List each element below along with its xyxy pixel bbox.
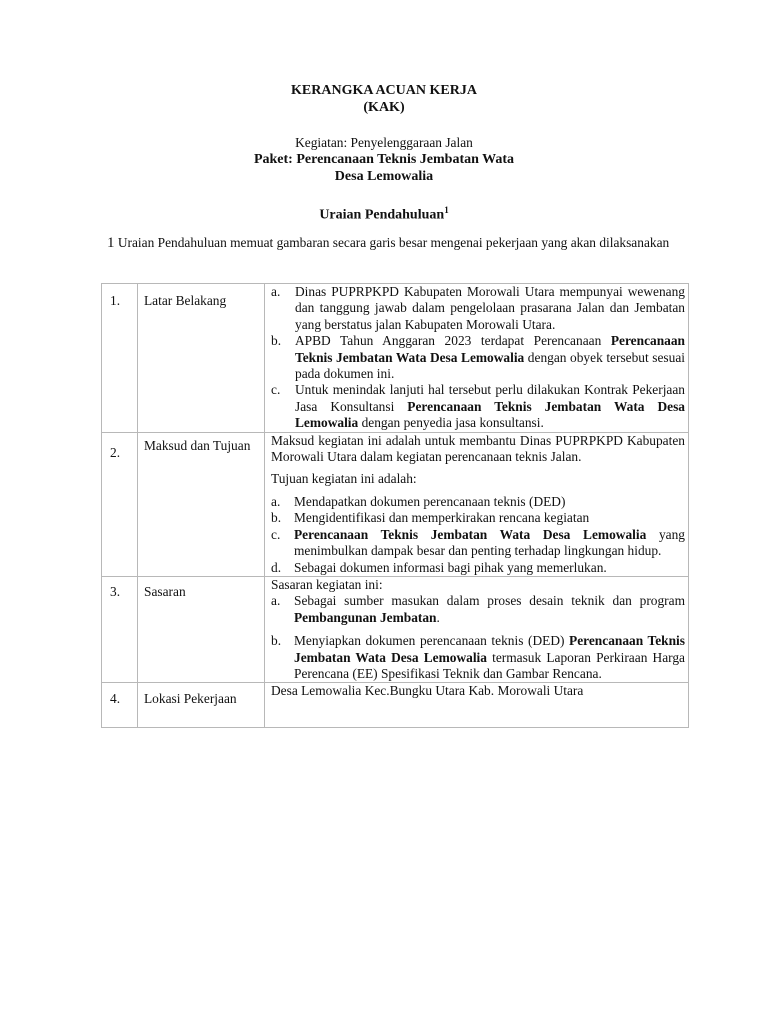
item-marker: c.: [271, 526, 281, 542]
kak-table: [101, 283, 689, 728]
row-number: 2.: [102, 432, 138, 576]
item-marker: b.: [271, 510, 282, 526]
row-intro-2: Tujuan kegiatan ini adalah:: [271, 471, 417, 487]
item-marker: b.: [271, 633, 282, 649]
item-bold-text: Perencanaan Teknis Jembatan Wata Desa Lemowalia: [294, 633, 685, 665]
item-text: Dinas PUPRPKPD Kabupaten Morowali Utara mempunyai wewenang dan tanggung jawab dalam pengelolaan prasarana Jalan dan Jembatan yang berstatus jalan Kabupaten Morowali Utara.: [295, 284, 685, 332]
list-item: [271, 333, 685, 382]
section-heading: [0, 202, 768, 224]
item-text: Mengidentifikasi dan memperkirakan rencana kegiatan: [294, 510, 590, 526]
table-row: [102, 576, 689, 682]
item-list: [271, 593, 685, 682]
footnote-text: Uraian Pendahuluan memuat gambaran secara garis besar mengenai pekerjaan yang akan dilaksanakan: [114, 235, 670, 250]
list-item: [271, 284, 685, 333]
item-text-end: yang menimbulkan dampak besar dan penting terhadap lingkungan hidup.: [294, 526, 685, 559]
footnote-mark: 1: [444, 205, 449, 215]
item-marker: a.: [271, 593, 281, 609]
item-marker: a.: [271, 284, 281, 299]
item-marker: d.: [271, 559, 282, 575]
section-title: Uraian Pendahuluan: [319, 207, 445, 223]
kegiatan-line: Kegiatan: Penyelenggaraan Jalan: [295, 135, 473, 150]
item-text: Menyiapkan dokumen perencanaan teknis (DED): [294, 633, 570, 649]
row-description: [265, 284, 689, 433]
item-text: Mendapatkan dokumen perencanaan teknis (DED): [294, 493, 566, 509]
paket-line-2: Desa Lemowalia: [334, 169, 434, 184]
row-intro: Sasaran kegiatan ini:: [271, 576, 383, 592]
row-label: Lokasi Pekerjaan: [138, 683, 265, 727]
item-marker: b.: [271, 333, 282, 349]
title-line-2: (KAK): [363, 100, 405, 115]
item-text-end: .: [436, 609, 440, 625]
item-list: [271, 284, 685, 432]
item-text-end: dengan obyek tersebut sesuai pada dokumen ini.: [295, 349, 685, 382]
list-item: [271, 494, 685, 510]
list-item: [271, 633, 685, 682]
list-item: [271, 593, 685, 626]
item-list: [271, 494, 685, 576]
title-line-1: KERANGKA ACUAN KERJA: [291, 83, 477, 98]
document-title: [0, 82, 768, 116]
table-row: [102, 683, 689, 727]
row-description: [265, 576, 689, 682]
row-intro: Maksud kegiatan ini adalah untuk membantu Dinas PUPRPKPD Kabupaten Morowali Utara dalam kegiatan perencanaan teknis Jalan.: [271, 432, 685, 465]
item-bold-text: Perencanaan Teknis Jembatan Wata Desa Lemowalia: [295, 398, 685, 431]
item-text-end: dengan penyedia jasa konsultansi.: [358, 415, 544, 431]
item-bold-text: Pembangunan Jembatan: [294, 609, 437, 625]
row-number: 4.: [102, 683, 138, 727]
row-number: 1.: [102, 284, 138, 433]
list-item: [271, 560, 685, 576]
item-text-end: termasuk Laporan Perkiraan Harga Perencana (EE) Spesifikasi Teknik dan Gambar Rencana.: [294, 649, 685, 681]
table-row: [102, 284, 689, 433]
item-text: APBD Tahun Anggaran 2023 terdapat Perencanaan: [295, 333, 611, 349]
item-text: Sebagai dokumen informasi bagi pihak yang memerlukan.: [294, 559, 607, 575]
footnote: [107, 234, 685, 252]
row-number: 3.: [102, 576, 138, 682]
item-text: Untuk menindak lanjuti hal tersebut perlu dilakukan Kontrak Pekerjaan Jasa Konsultansi: [295, 382, 685, 414]
row-description: [265, 432, 689, 576]
row-label: Latar Belakang: [138, 284, 265, 433]
item-marker: a.: [271, 493, 281, 509]
row-description: Desa Lemowalia Kec.Bungku Utara Kab. Morowali Utara: [265, 683, 689, 727]
list-item: [271, 382, 685, 431]
item-marker: c.: [271, 382, 281, 398]
paket-line-1: Paket: Perencanaan Teknis Jembatan Wata: [253, 152, 515, 167]
item-bold-text: Perencanaan Teknis Jembatan Wata Desa Lemowalia: [294, 526, 647, 542]
item-bold-text: Perencanaan Teknis Jembatan Wata Desa Lemowalia: [295, 333, 685, 365]
list-item: [271, 527, 685, 560]
table-row: [102, 432, 689, 576]
paket-heading: [0, 151, 768, 185]
item-text: Sebagai sumber masukan dalam proses desain teknik dan program: [294, 593, 685, 609]
list-item: [271, 510, 685, 526]
footnote-number: 1: [107, 235, 115, 251]
row-label: Sasaran: [138, 576, 265, 682]
row-label: Maksud dan Tujuan: [138, 432, 265, 576]
